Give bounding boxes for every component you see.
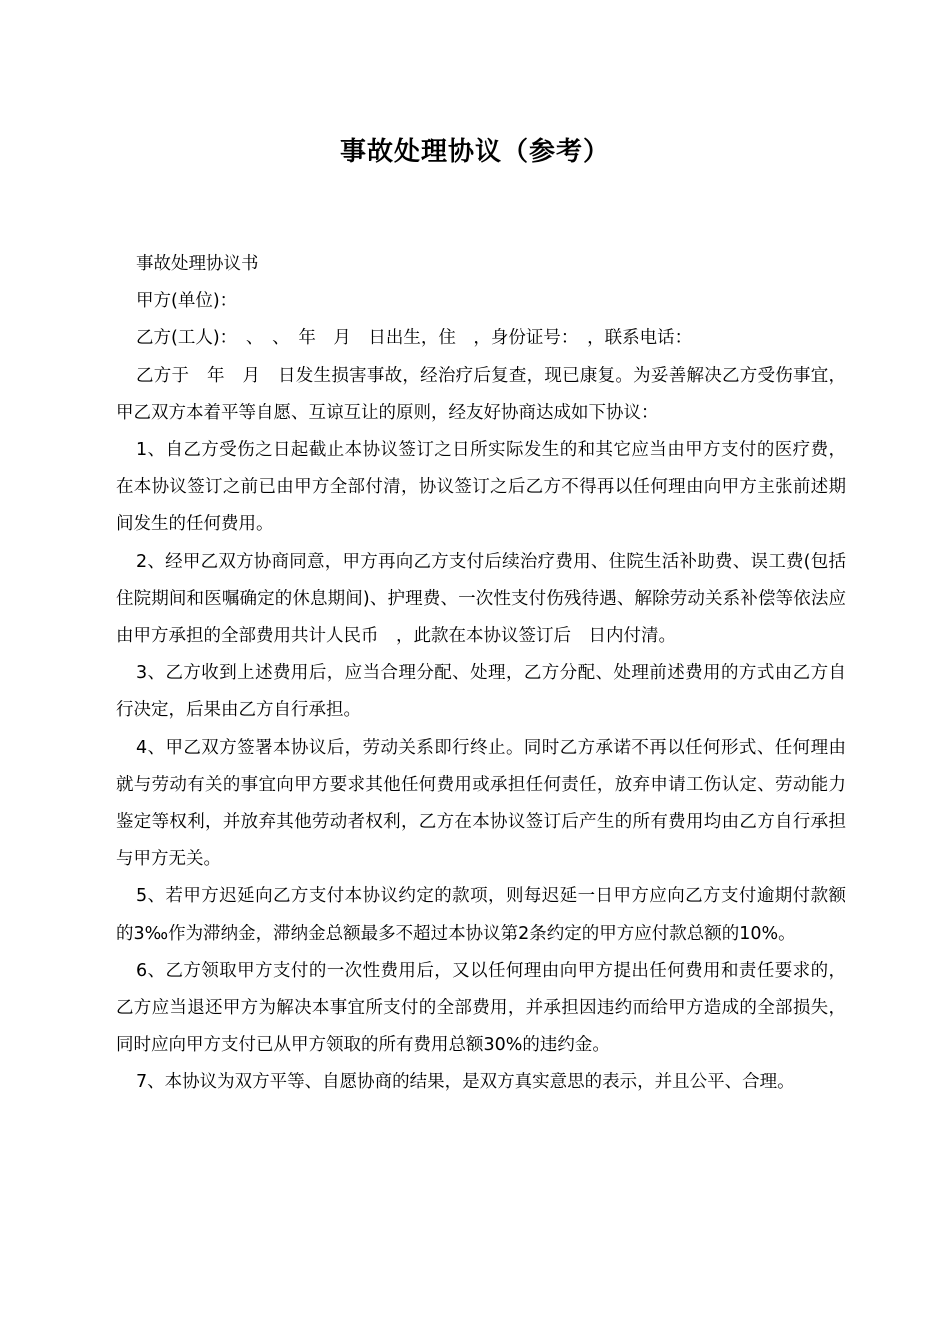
document-title: 事故处理协议（参考） <box>339 137 610 167</box>
clause-2: 2、经甲乙双方协商同意，甲方再向乙方支付后续治疗费用、住院生活补助费、误工费(包括住院期间和医嘱确定的休息期间)、护理费、一次性支付伤残待遇、解除劳动关系补偿等依法应由甲方承担的全部费用共计人民币 ，此款在本协议签订后 日内付清。 <box>116 551 846 646</box>
intro-paragraph: 乙方于 年 月 日发生损害事故，经治疗后复查，现已康复。为妥善解决乙方受伤事宜，甲乙双方本着平等自愿、互谅互让的原则，经友好协商达成如下协议： <box>116 365 846 423</box>
clause-5: 5、若甲方迟延向乙方支付本协议约定的款项，则每迟延一日甲方应向乙方支付逾期付款额的3‰作为滞纳金，滞纳金总额最多不超过本协议第2条约定的甲方应付款总额的10%。 <box>116 886 846 944</box>
clause-3: 3、乙方收到上述费用后，应当合理分配、处理，乙方分配、处理前述费用的方式由乙方自行决定，后果由乙方自行承担。 <box>116 663 846 721</box>
clause-4: 4、甲乙双方签署本协议后，劳动关系即行终止。同时乙方承诺不再以任何形式、任何理由就与劳动有关的事宜向甲方要求其他任何费用或承担任何责任，放弃申请工伤认定、劳动能力鉴定等权利，并放弃其他劳动者权利，乙方在本协议签订后产生的所有费用均由乙方自行承担与甲方无关。 <box>116 737 846 870</box>
clause-6: 6、乙方领取甲方支付的一次性费用后，又以任何理由向甲方提出任何费用和责任要求的，乙方应当退还甲方为解决本事宜所支付的全部费用，并承担因违约而给甲方造成的全部损失，同时应向甲方支付已从甲方领取的所有费用总额30%的违约金。 <box>116 960 846 1056</box>
party-a-line: 甲方(单位)： <box>136 291 238 312</box>
clause-7: 7、本协议为双方平等、自愿协商的结果，是双方真实意思的表示，并且公平、合理。 <box>136 1072 795 1093</box>
party-b-line: 乙方(工人)： 、 、 年 月 日出生，住 ，身份证号： ，联系电话： <box>136 328 693 349</box>
document-body <box>116 246 846 1102</box>
agreement-heading: 事故处理协议书 <box>136 254 259 274</box>
clause-1: 1、自乙方受伤之日起截止本协议签订之日所实际发生的和其它应当由甲方支付的医疗费，在本协议签订之前已由甲方全部付清，协议签订之后乙方不得再以任何理由向甲方主张前述期间发生的任何费用。 <box>116 439 846 535</box>
